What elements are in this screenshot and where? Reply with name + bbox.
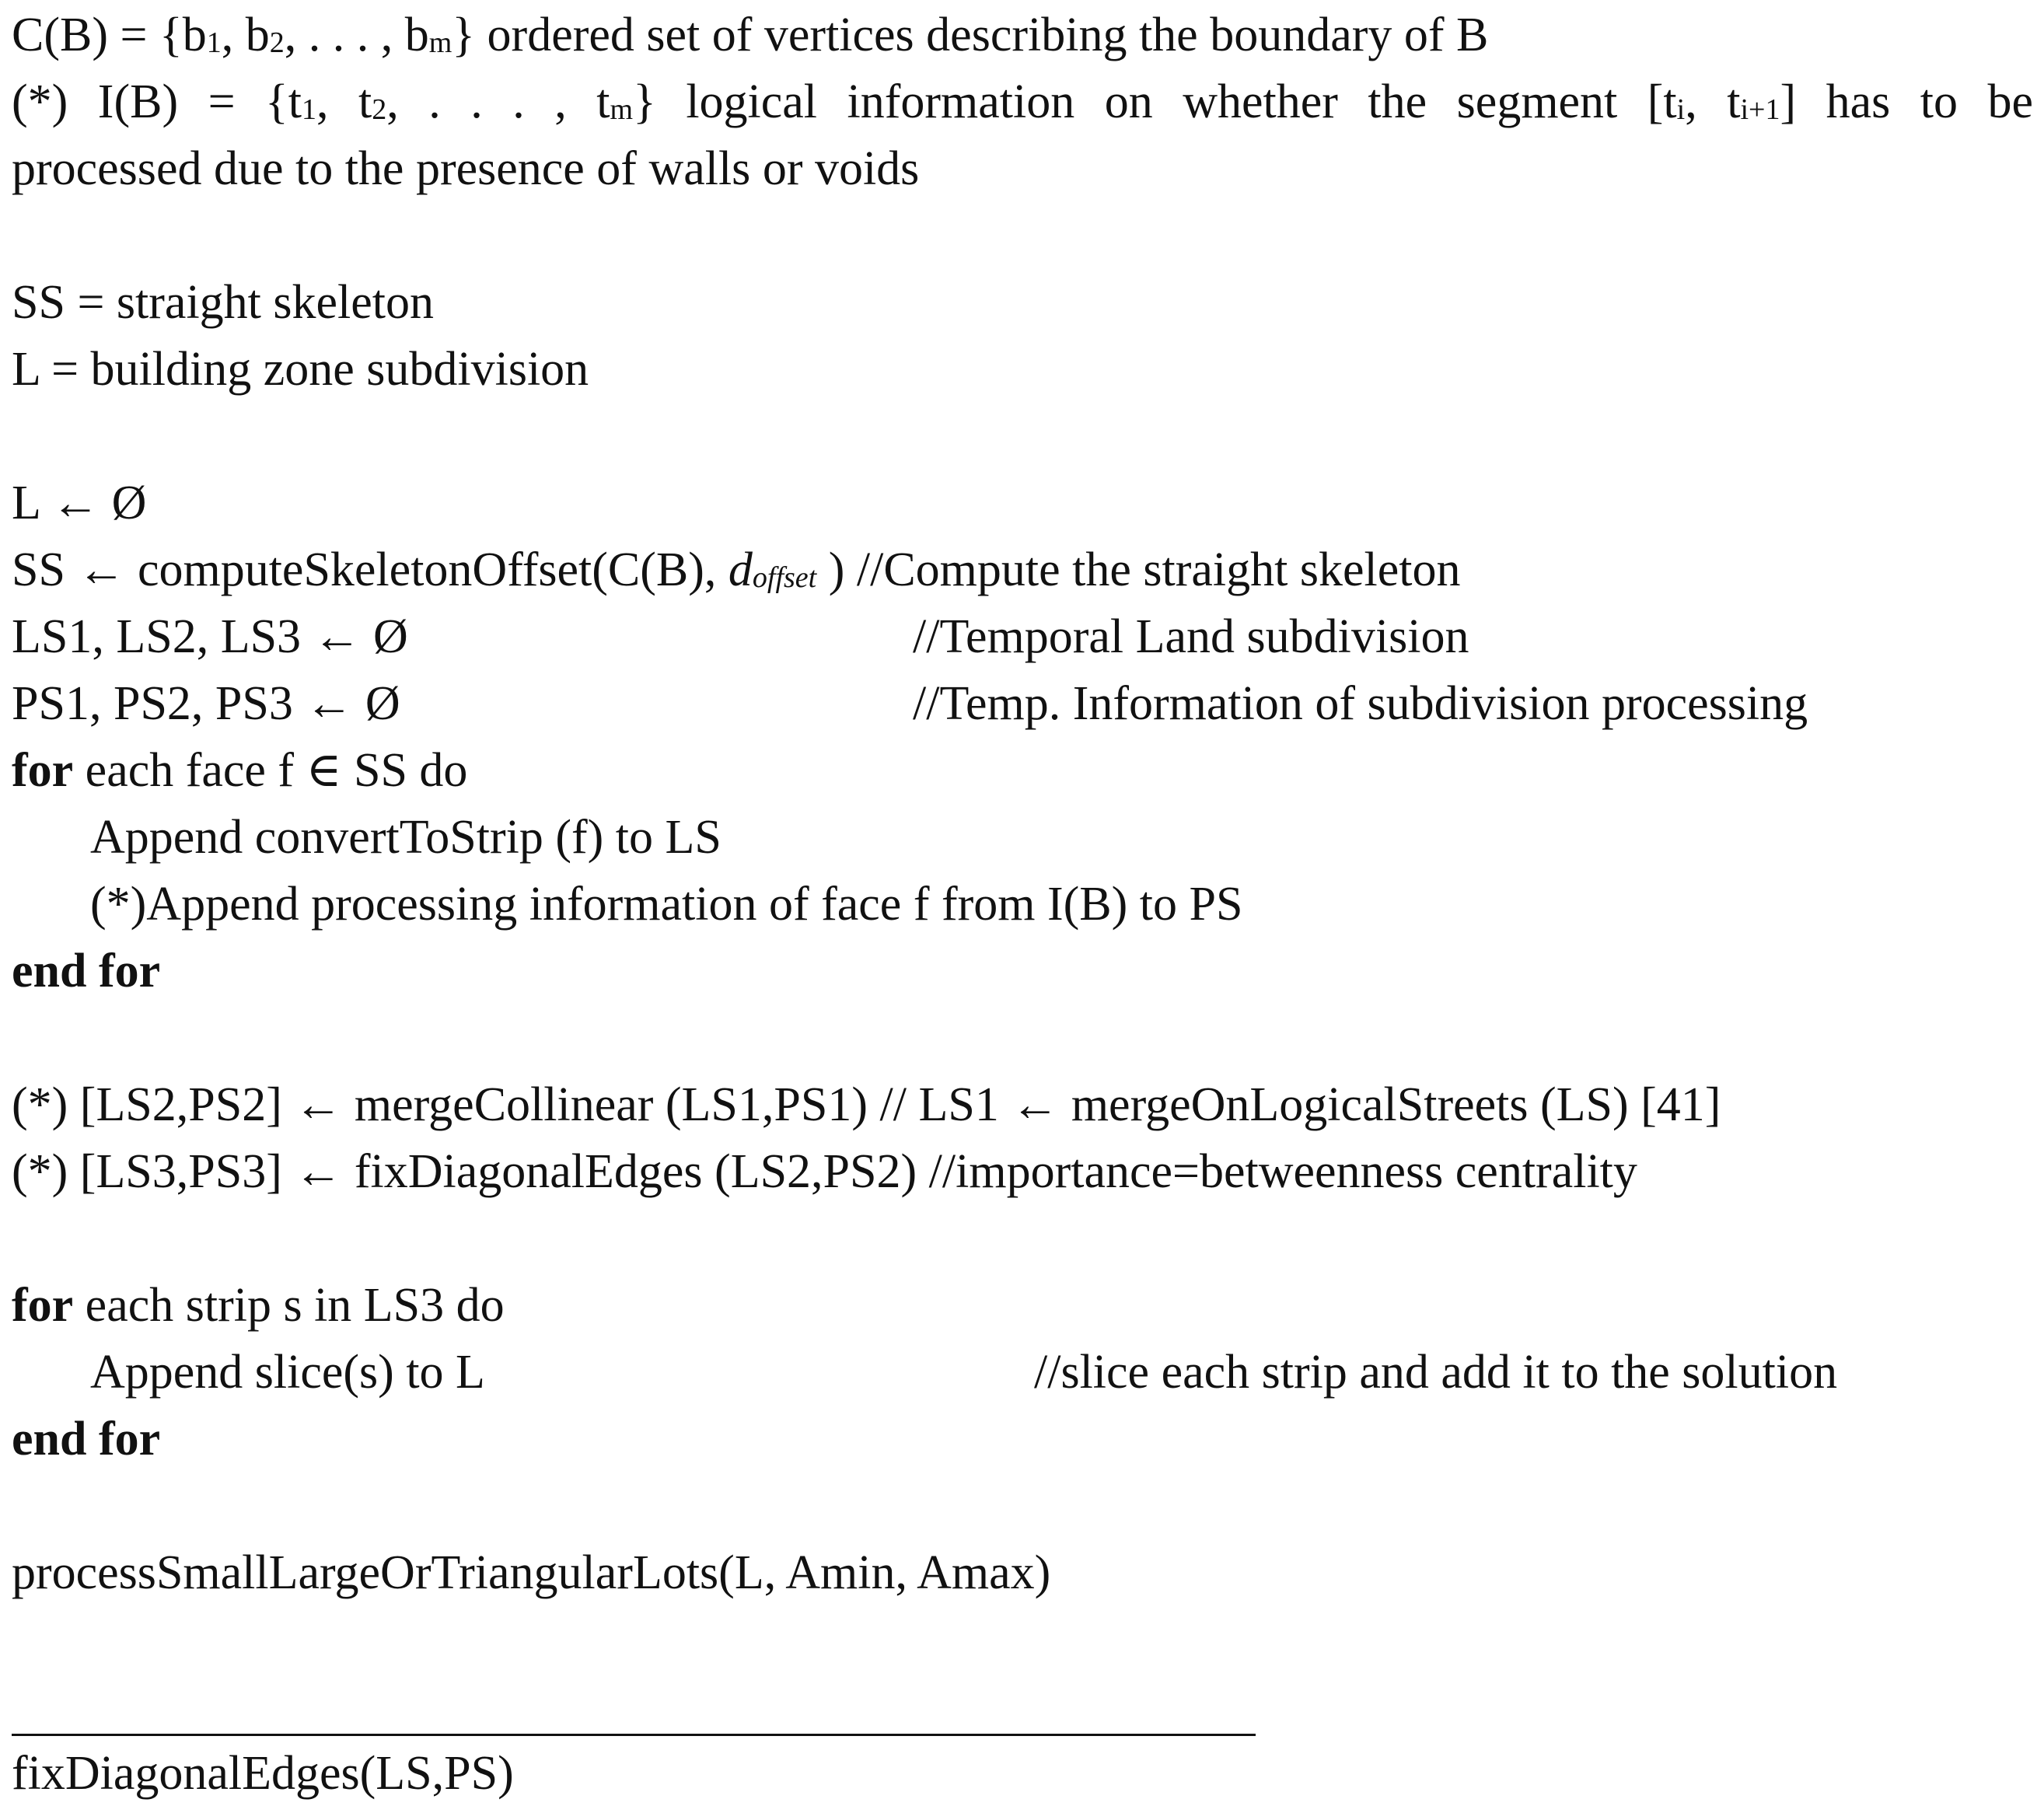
process-lots-line: processSmallLargeOrTriangularLots(L, Amin, Amax) (12, 1546, 1051, 1599)
subscript: 2 (372, 93, 387, 126)
subscript: m (610, 93, 634, 126)
for-keyword: for (12, 1279, 74, 1332)
logical-info-text: , t (316, 75, 372, 128)
ls-init-code: LS1, LS2, LS3 ← Ø (12, 610, 408, 663)
end-for-keyword: end for (12, 1413, 161, 1465)
logical-info-continuation: processed due to the presence of walls or voids (12, 142, 920, 195)
logical-info-text: , . . . , t (386, 75, 610, 128)
append-slice-comment: //slice each strip and add it to the solution (1034, 1346, 1838, 1399)
merge-collinear-line: (*) [LS2,PS2] ← mergeCollinear (LS1,PS1) // LS1 ← mergeOnLogicalStreets (LS) [41] (12, 1078, 1721, 1131)
ls-init-comment: //Temporal Land subdivision (913, 610, 1469, 663)
fix-diagonal-function-heading: fixDiagonalEdges(LS,PS) (12, 1747, 514, 1800)
subscript: 1 (302, 93, 317, 126)
subscript: 2 (269, 26, 285, 59)
ps-init-comment: //Temp. Information of subdivision processing (913, 677, 1808, 730)
append-slice-line: Append slice(s) to L (90, 1346, 485, 1399)
ps-init-code: PS1, PS2, PS3 ← Ø (12, 677, 400, 730)
logical-info-text: } logical information on whether the segment [t (633, 75, 1677, 128)
ls-init-line (12, 603, 408, 670)
logical-info-line (12, 68, 2033, 141)
append-strip-line: Append convertToStrip (f) to LS (90, 811, 722, 864)
l-definition: L = building zone subdivision (12, 343, 589, 396)
logical-info-prefix: (*) I(B) = {t (12, 75, 302, 128)
fix-diagonal-line: (*) [LS3,PS3] ← fixDiagonalEdges (LS2,PS2) //importance=betweenness centrality (12, 1145, 1637, 1198)
separator-rule (12, 1734, 1256, 1736)
l-init-line: L ← Ø (12, 477, 147, 529)
offset-subscript: offset (752, 561, 817, 594)
ss-compute-line (12, 536, 1460, 610)
strip-loop-condition: each strip s in LS3 do (73, 1279, 505, 1332)
subscript: 1 (206, 26, 222, 59)
boundary-definition-line (12, 2, 1488, 75)
boundary-text: , b (221, 9, 270, 61)
boundary-text: , . . . , b (284, 9, 429, 61)
offset-variable: d (728, 543, 753, 596)
face-loop-header (12, 737, 467, 804)
face-loop-condition: each face f ∈ SS do (73, 744, 468, 797)
logical-info-text: , t (1685, 75, 1741, 128)
boundary-text-rest: } ordered set of vertices describing the boundary of B (452, 9, 1489, 61)
subscript: m (428, 26, 452, 59)
ps-init-line (12, 670, 400, 737)
subscript: i+1 (1740, 93, 1780, 126)
logical-info-rest: ] has to be (1780, 75, 2033, 128)
append-processing-line: (*)Append processing information of face f from I(B) to PS (90, 878, 1243, 931)
ss-definition: SS = straight skeleton (12, 276, 435, 329)
ss-compute-code: SS ← computeSkeletonOffset(C(B), (12, 543, 729, 596)
boundary-text-prefix: C(B) = {b (12, 9, 207, 61)
ss-compute-comment: ) //Compute the straight skeleton (816, 543, 1461, 596)
end-for-keyword: end for (12, 945, 161, 997)
strip-loop-header (12, 1272, 505, 1339)
subscript: i (1676, 93, 1686, 126)
for-keyword: for (12, 744, 74, 797)
